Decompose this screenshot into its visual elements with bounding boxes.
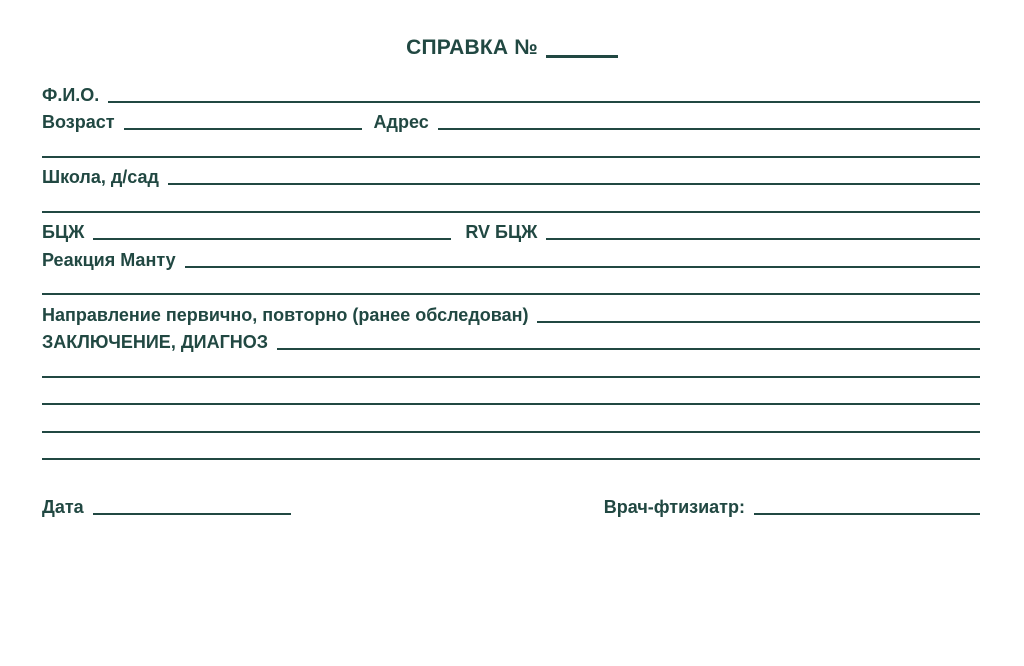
referral-label: Направление первично, повторно (ранее обследован) xyxy=(42,304,529,325)
age-label: Возраст xyxy=(42,112,115,132)
address-blank-line xyxy=(438,128,980,130)
fio-row xyxy=(42,78,982,106)
bcg-label: БЦЖ xyxy=(42,222,85,242)
conclusion-blank-line xyxy=(277,348,980,350)
mantoux-label: Реакция Манту xyxy=(42,249,176,270)
mantoux-row xyxy=(42,243,982,271)
school-blank-line xyxy=(168,183,980,185)
referral-row xyxy=(42,298,982,326)
age-blank-line xyxy=(124,128,362,130)
form-body xyxy=(42,78,982,518)
date-label: Дата xyxy=(42,497,84,517)
notes-blank-line-4 xyxy=(42,458,980,460)
certificate-number-blank xyxy=(546,55,618,58)
school-label: Школа, д/сад xyxy=(42,167,159,187)
mantoux-continuation-line xyxy=(42,293,980,295)
address-continuation-row xyxy=(42,133,982,161)
notes-line-row xyxy=(42,353,982,381)
bcg-blank-line xyxy=(93,238,451,240)
date-blank-line xyxy=(93,513,291,515)
doctor-label: Врач-фтизиатр: xyxy=(603,497,745,517)
notes-blank-line-2 xyxy=(42,403,980,405)
referral-blank-line xyxy=(537,321,980,323)
fio-blank-line xyxy=(108,101,980,103)
rv-bcg-label: RV БЦЖ xyxy=(465,222,538,242)
notes-line-row xyxy=(42,436,982,464)
fio-label: Ф.И.О. xyxy=(42,84,100,105)
age-address-row xyxy=(42,106,982,134)
conclusion-row xyxy=(42,326,982,354)
notes-blank-line-1 xyxy=(42,376,980,378)
form-title-row xyxy=(0,32,1024,60)
mantoux-continuation-row xyxy=(42,271,982,299)
doctor-signature-blank-line xyxy=(754,513,980,515)
notes-line-row xyxy=(42,408,982,436)
rv-bcg-blank-line xyxy=(546,238,980,240)
notes-line-row xyxy=(42,381,982,409)
bcg-row xyxy=(42,216,982,244)
form-title: СПРАВКА № xyxy=(406,36,538,59)
spacer xyxy=(42,463,982,491)
mantoux-blank-line xyxy=(185,266,980,268)
address-label: Адрес xyxy=(373,112,429,132)
school-continuation-line xyxy=(42,211,980,213)
notes-blank-line-3 xyxy=(42,431,980,433)
school-continuation-row xyxy=(42,188,982,216)
date-doctor-row xyxy=(42,491,982,519)
conclusion-label: ЗАКЛЮЧЕНИЕ, ДИАГНОЗ xyxy=(42,332,269,352)
school-row xyxy=(42,161,982,189)
address-continuation-line xyxy=(42,156,980,158)
